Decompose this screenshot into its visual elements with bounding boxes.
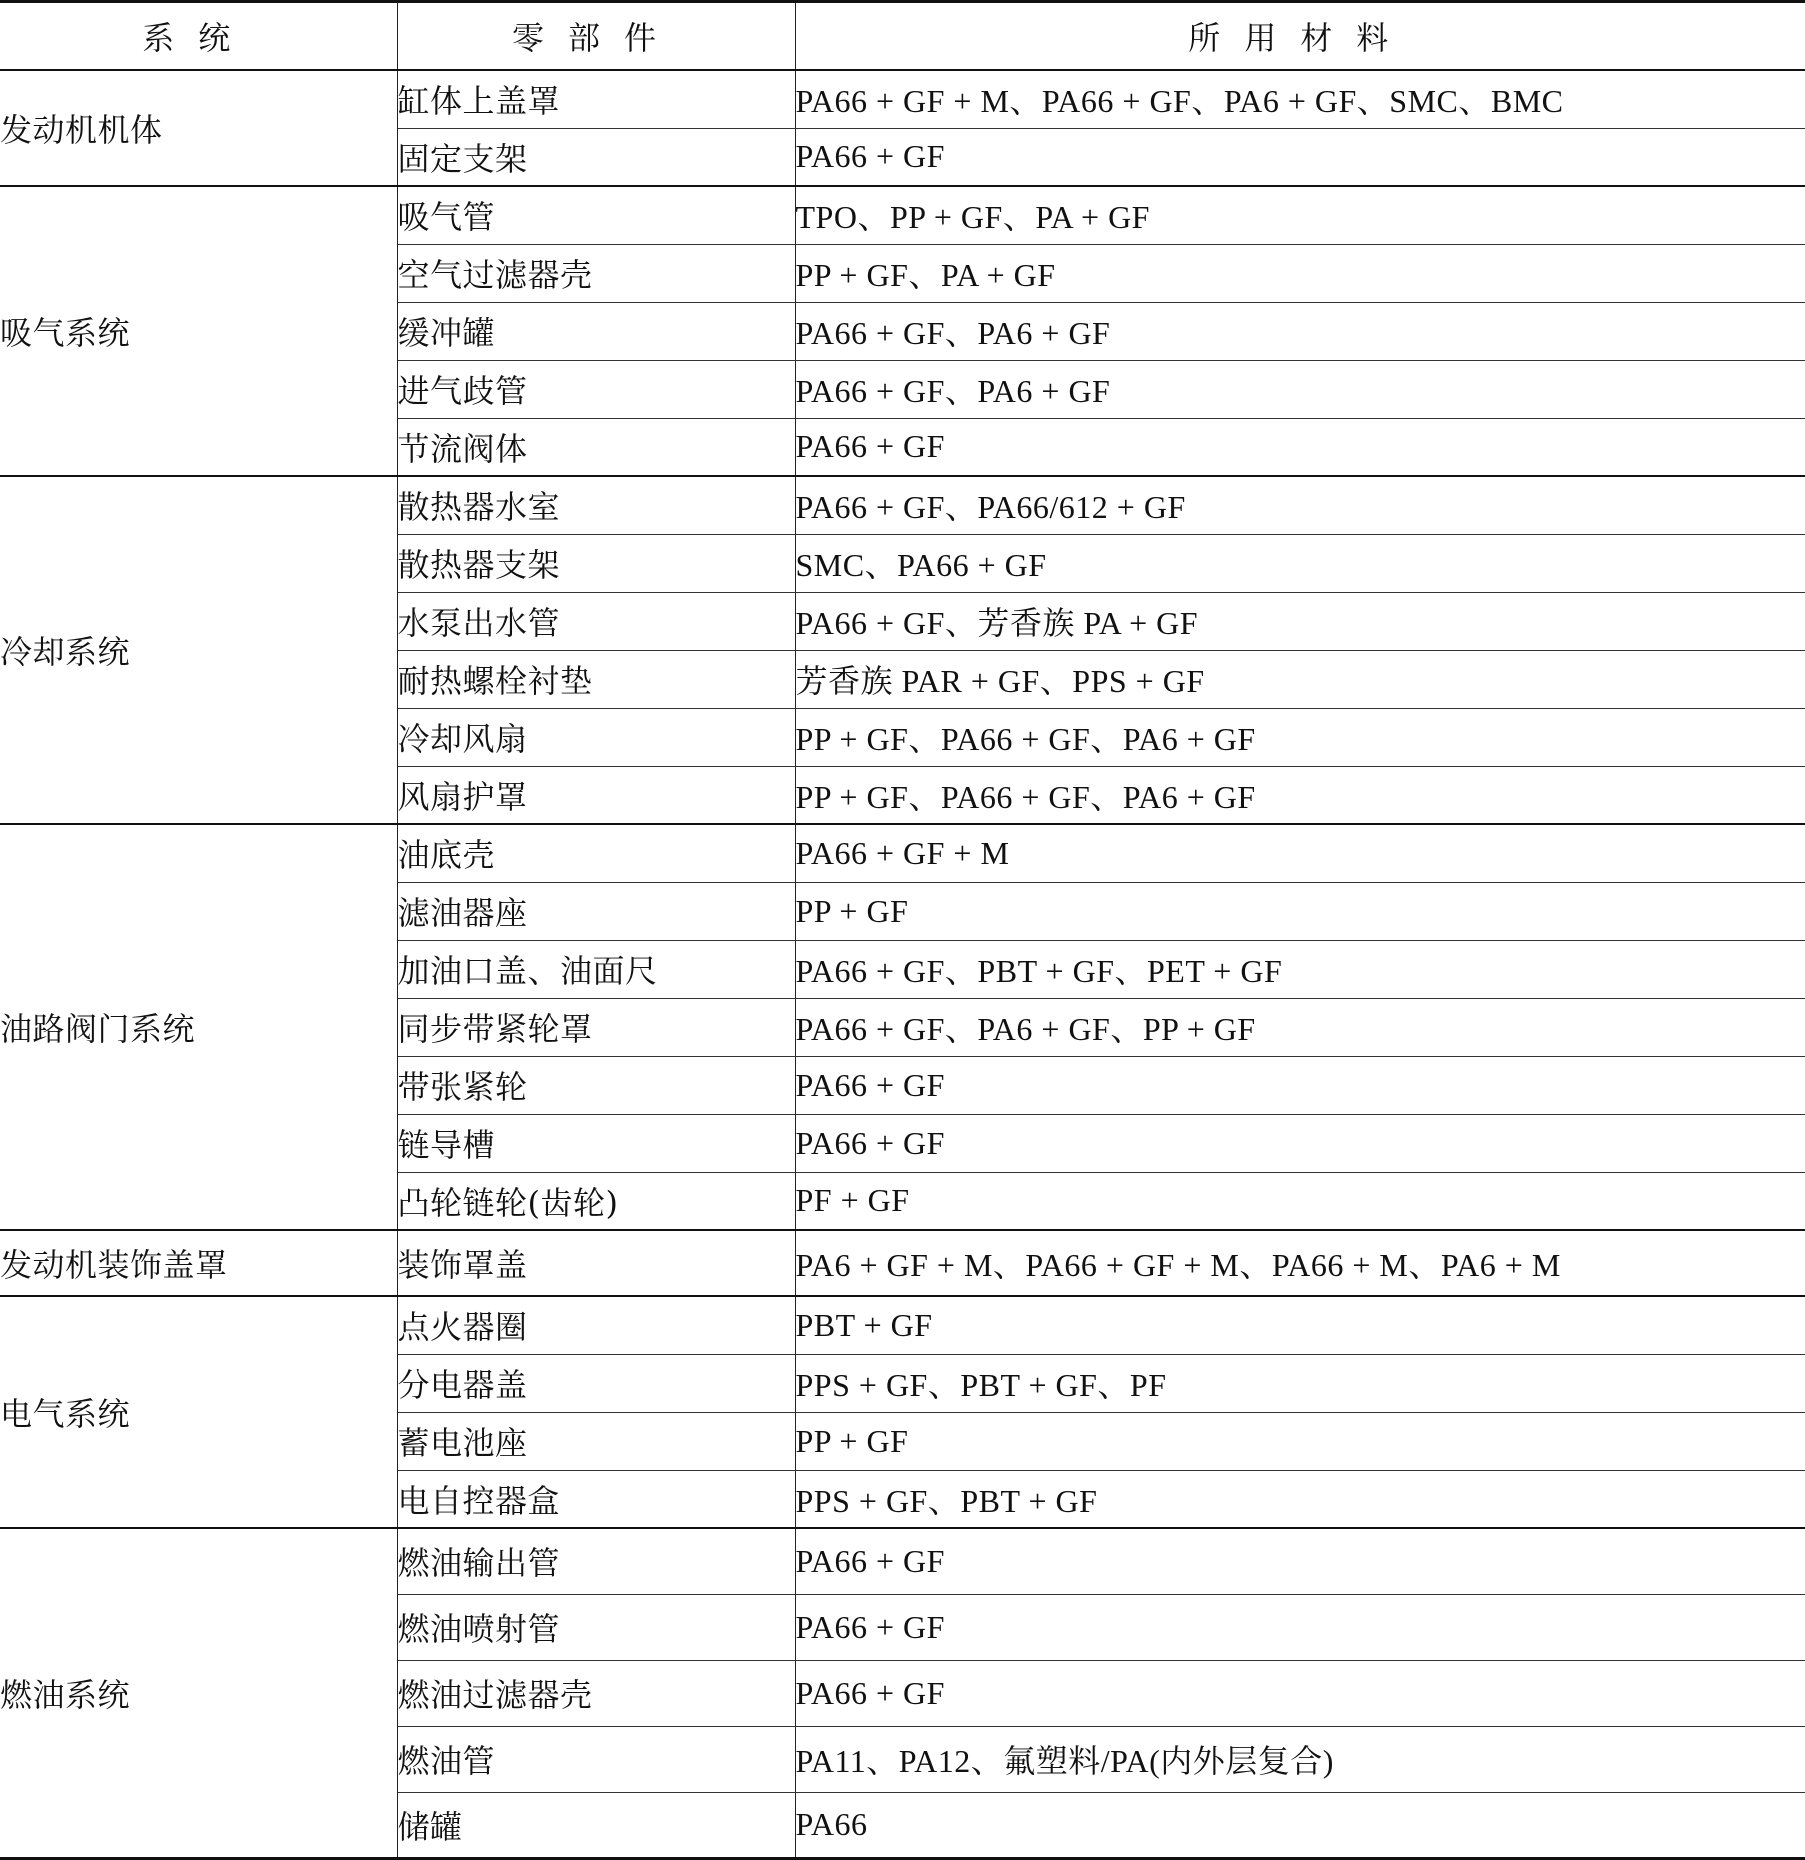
table-row: [0, 824, 1805, 882]
table-row: [0, 70, 1805, 128]
system-cell: 电气系统: [0, 1296, 397, 1528]
material-cell: PBT + GF: [795, 1296, 1805, 1354]
material-cell: PPS + GF、PBT + GF、PF: [795, 1354, 1805, 1412]
material-cell: PA66 + GF: [795, 418, 1805, 476]
material-cell: PP + GF、PA66 + GF、PA6 + GF: [795, 708, 1805, 766]
material-cell: PA66 + GF + M: [795, 824, 1805, 882]
system-cell: 冷却系统: [0, 476, 397, 824]
table-row: [0, 1230, 1805, 1296]
material-cell: PA66 + GF、PA6 + GF: [795, 302, 1805, 360]
material-cell: PA66: [795, 1792, 1805, 1858]
material-cell: 芳香族 PAR + GF、PPS + GF: [795, 650, 1805, 708]
part-cell: 进气歧管: [397, 360, 795, 418]
table-row: [0, 1528, 1805, 1594]
part-cell: 散热器水室: [397, 476, 795, 534]
part-cell: 风扇护罩: [397, 766, 795, 824]
material-cell: PPS + GF、PBT + GF: [795, 1470, 1805, 1528]
table-row: [0, 1296, 1805, 1354]
part-cell: 燃油输出管: [397, 1528, 795, 1594]
header-system: 系统: [0, 2, 397, 71]
table-body: [0, 70, 1805, 1858]
part-cell: 空气过滤器壳: [397, 244, 795, 302]
part-cell: 散热器支架: [397, 534, 795, 592]
part-cell: 点火器圈: [397, 1296, 795, 1354]
part-cell: 耐热螺栓衬垫: [397, 650, 795, 708]
table-row: [0, 476, 1805, 534]
material-cell: PA66 + GF、PA6 + GF、PP + GF: [795, 998, 1805, 1056]
part-cell: 燃油过滤器壳: [397, 1660, 795, 1726]
material-cell: PA66 + GF、PA6 + GF: [795, 360, 1805, 418]
part-cell: 加油口盖、油面尺: [397, 940, 795, 998]
table-header-row: [0, 2, 1805, 71]
part-cell: 节流阀体: [397, 418, 795, 476]
system-cell: 发动机装饰盖罩: [0, 1230, 397, 1296]
material-cell: PA6 + GF + M、PA66 + GF + M、PA66 + M、PA6 + M: [795, 1230, 1805, 1296]
system-cell: 吸气系统: [0, 186, 397, 476]
material-cell: PP + GF: [795, 1412, 1805, 1470]
part-cell: 固定支架: [397, 128, 795, 186]
part-cell: 带张紧轮: [397, 1056, 795, 1114]
material-cell: PA66 + GF: [795, 1594, 1805, 1660]
part-cell: 油底壳: [397, 824, 795, 882]
material-cell: TPO、PP + GF、PA + GF: [795, 186, 1805, 244]
part-cell: 燃油管: [397, 1726, 795, 1792]
material-cell: PF + GF: [795, 1172, 1805, 1230]
material-cell: PA66 + GF、芳香族 PA + GF: [795, 592, 1805, 650]
material-cell: PA66 + GF、PBT + GF、PET + GF: [795, 940, 1805, 998]
part-cell: 链导槽: [397, 1114, 795, 1172]
system-cell: 发动机机体: [0, 70, 397, 186]
part-cell: 蓄电池座: [397, 1412, 795, 1470]
material-cell: PA11、PA12、氟塑料/PA(内外层复合): [795, 1726, 1805, 1792]
material-cell: PP + GF、PA + GF: [795, 244, 1805, 302]
part-cell: 凸轮链轮(齿轮): [397, 1172, 795, 1230]
material-cell: PA66 + GF + M、PA66 + GF、PA6 + GF、SMC、BMC: [795, 70, 1805, 128]
part-cell: 冷却风扇: [397, 708, 795, 766]
material-cell: SMC、PA66 + GF: [795, 534, 1805, 592]
material-cell: PA66 + GF: [795, 1660, 1805, 1726]
part-cell: 水泵出水管: [397, 592, 795, 650]
part-cell: 滤油器座: [397, 882, 795, 940]
part-cell: 分电器盖: [397, 1354, 795, 1412]
header-material: 所用材料: [795, 2, 1805, 71]
material-cell: PP + GF: [795, 882, 1805, 940]
material-cell: PA66 + GF: [795, 1114, 1805, 1172]
part-cell: 装饰罩盖: [397, 1230, 795, 1296]
part-cell: 缸体上盖罩: [397, 70, 795, 128]
part-cell: 储罐: [397, 1792, 795, 1858]
part-cell: 缓冲罐: [397, 302, 795, 360]
material-cell: PP + GF、PA66 + GF、PA6 + GF: [795, 766, 1805, 824]
material-cell: PA66 + GF: [795, 1528, 1805, 1594]
part-cell: 燃油喷射管: [397, 1594, 795, 1660]
system-cell: 油路阀门系统: [0, 824, 397, 1230]
material-cell: PA66 + GF、PA66/612 + GF: [795, 476, 1805, 534]
material-cell: PA66 + GF: [795, 1056, 1805, 1114]
header-part: 零部件: [397, 2, 795, 71]
part-cell: 同步带紧轮罩: [397, 998, 795, 1056]
part-cell: 吸气管: [397, 186, 795, 244]
system-cell: 燃油系统: [0, 1528, 397, 1858]
part-cell: 电自控器盒: [397, 1470, 795, 1528]
material-cell: PA66 + GF: [795, 128, 1805, 186]
table-row: [0, 186, 1805, 244]
